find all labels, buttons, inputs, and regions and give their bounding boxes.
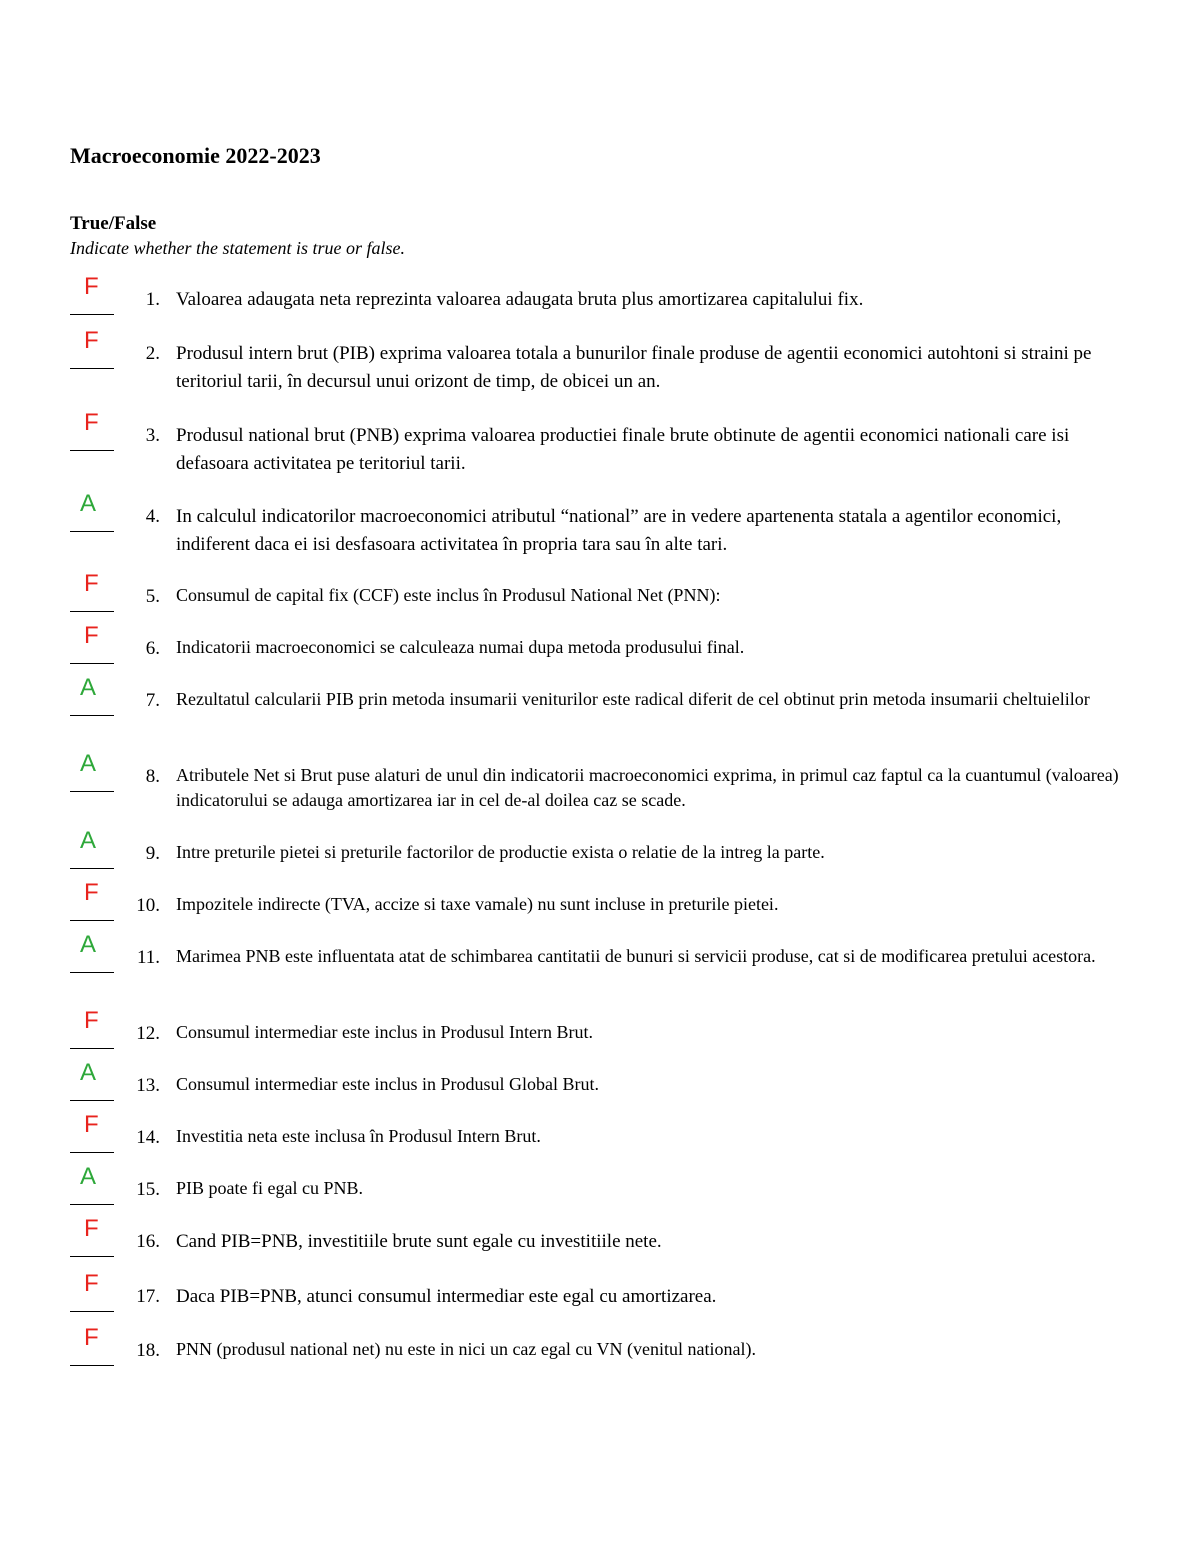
question-item (70, 1007, 1130, 1060)
question-text: In calculul indicatorilor macroeconomici atributul “national” are in vedere apartenenta statala a agentilor economici, indiferent daca ei isi desfasoara activitatea în propria tara sau în alte tari. (176, 506, 1062, 555)
answer-blank[interactable] (70, 327, 114, 369)
question-number: 2. (145, 343, 160, 364)
document-title: Macroeconomie 2022-2023 (70, 143, 321, 168)
answer-blank[interactable] (70, 1324, 114, 1366)
question-item (70, 674, 1130, 741)
question-item (70, 1059, 1130, 1112)
question-text: Intre preturile pietei si preturile factorilor de productie exista o relatie de la intreg la parte. (176, 842, 825, 862)
question-text: Valoarea adaugata neta reprezinta valoarea adaugata bruta plus amortizarea capitalului fix. (176, 289, 864, 310)
question-number: 4. (145, 506, 160, 527)
question-number: 7. (145, 690, 160, 711)
answer-blank[interactable] (70, 674, 114, 716)
answer-blank[interactable] (70, 1270, 114, 1312)
question-number: 3. (145, 425, 160, 446)
question-text: Consumul de capital fix (CCF) este inclus în Produsul National Net (PNN): (176, 585, 721, 605)
question-number: 13. (136, 1075, 160, 1096)
question-text: Marimea PNB este influentata atat de schimbarea cantitatii de bunuri si servicii produse, cat si de modificarea pretului acestora. (176, 946, 1096, 966)
answer-mark-false: F (84, 622, 99, 649)
answer-mark-true: A (80, 827, 97, 854)
question-number: 6. (145, 638, 160, 659)
answer-blank[interactable] (70, 273, 114, 315)
answer-mark-false: F (84, 1270, 99, 1297)
answer-mark-false: F (84, 1111, 99, 1138)
answer-mark-false: F (84, 1215, 99, 1242)
question-number: 11. (136, 947, 160, 968)
question-item (70, 1324, 1130, 1377)
question-text: Atributele Net si Brut puse alaturi de unul din indicatorii macroeconomici exprima, in primul caz faptul ca la cuantumul (valoarea) indicatorului se adauga amortizarea iar in cel de-al doilea caz se scade. (176, 765, 1119, 810)
answer-blank[interactable] (70, 750, 114, 792)
question-item (70, 1111, 1130, 1164)
question-text: Rezultatul calcularii PIB prin metoda insumarii veniturilor este radical diferit de cel obtinut prin metoda insumarii cheltuielilor (176, 689, 1090, 709)
question-text: PIB poate fi egal cu PNB. (176, 1178, 363, 1198)
answer-mark-false: F (84, 273, 99, 300)
question-text: Indicatorii macroeconomici se calculeaza numai dupa metoda produsului final. (176, 637, 745, 657)
question-number: 18. (136, 1340, 160, 1361)
question-number: 5. (145, 586, 160, 607)
question-text: Consumul intermediar este inclus in Produsul Intern Brut. (176, 1022, 593, 1042)
question-number: 8. (145, 766, 160, 787)
answer-blank[interactable] (70, 570, 114, 612)
question-text: Investitia neta este inclusa în Produsul Intern Brut. (176, 1126, 541, 1146)
question-item (70, 622, 1130, 675)
answer-blank[interactable] (70, 1163, 114, 1205)
answer-mark-true: A (80, 931, 97, 958)
question-number: 17. (136, 1286, 160, 1307)
answer-mark-true: A (80, 1059, 97, 1086)
question-number: 14. (136, 1127, 160, 1148)
answer-mark-false: F (84, 570, 99, 597)
question-item (70, 490, 1130, 563)
question-item (70, 1163, 1130, 1216)
question-text: Impozitele indirecte (TVA, accize si taxe vamale) nu sunt incluse in preturile pietei. (176, 894, 779, 914)
question-item (70, 327, 1130, 400)
section-instruction: Indicate whether the statement is true or false. (70, 238, 405, 258)
answer-blank[interactable] (70, 1007, 114, 1049)
question-number: 15. (136, 1179, 160, 1200)
question-item (70, 827, 1130, 880)
question-number: 16. (136, 1231, 160, 1252)
question-text: Produsul national brut (PNB) exprima valoarea productiei finale brute obtinute de agentii economici nationali care isi defasoara activitatea pe teritoriul tarii. (176, 425, 1070, 474)
answer-blank[interactable] (70, 1059, 114, 1101)
question-text: Daca PIB=PNB, atunci consumul intermediar este egal cu amortizarea. (176, 1286, 717, 1307)
answer-blank[interactable] (70, 931, 114, 973)
answer-mark-false: F (84, 1324, 99, 1351)
answer-blank[interactable] (70, 827, 114, 869)
answer-blank[interactable] (70, 1111, 114, 1153)
answer-blank[interactable] (70, 409, 114, 451)
answer-mark-true: A (80, 1163, 97, 1190)
answer-mark-true: A (80, 490, 97, 517)
answer-mark-false: F (84, 1007, 99, 1034)
question-item (70, 1215, 1130, 1268)
question-text: Produsul intern brut (PIB) exprima valoarea totala a bunurilor finale produse de agentii economici autohtoni si straini pe teritoriul tarii, în decursul unui orizont de timp, de obicei un an. (176, 343, 1092, 392)
answer-mark-false: F (84, 879, 99, 906)
question-text: Cand PIB=PNB, investitiile brute sunt egale cu investitiile nete. (176, 1231, 662, 1252)
answer-mark-true: A (80, 674, 97, 701)
question-item (70, 570, 1130, 623)
section-title: True/False (70, 213, 157, 234)
question-text: Consumul intermediar este inclus in Produsul Global Brut. (176, 1074, 599, 1094)
question-item (70, 409, 1130, 482)
question-item (70, 879, 1130, 932)
answer-blank[interactable] (70, 490, 114, 532)
question-number: 9. (145, 843, 160, 864)
answer-blank[interactable] (70, 1215, 114, 1257)
question-number: 1. (145, 289, 160, 310)
question-item (70, 931, 1130, 998)
question-item (70, 1270, 1130, 1323)
question-number: 12. (136, 1023, 160, 1044)
question-item (70, 750, 1130, 817)
answer-mark-false: F (84, 327, 99, 354)
question-text: PNN (produsul national net) nu este in nici un caz egal cu VN (venitul national). (176, 1339, 757, 1359)
answer-blank[interactable] (70, 879, 114, 921)
answer-mark-true: A (80, 750, 97, 777)
answer-blank[interactable] (70, 622, 114, 664)
answer-mark-false: F (84, 409, 99, 436)
question-item (70, 273, 1130, 326)
question-number: 10. (136, 895, 160, 916)
